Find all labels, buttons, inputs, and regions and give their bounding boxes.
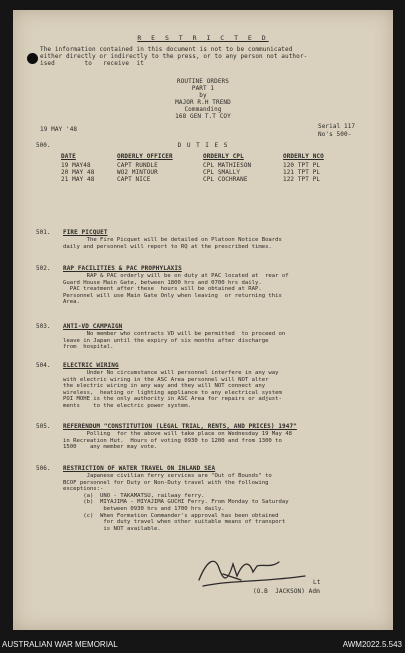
duties-title: D U T I E S: [177, 142, 229, 149]
item-body: Under No circumstance will personnel interfere in any way with electric wiring in the ASC Area personnel will NOT alter the electric wiring in any way and they will NOT connect any wireless, heating or lighting appliance to any electrical system POI MOHE is the only authority in ASC Area for repairs or adjust- ments to the electric power system.: [63, 370, 282, 409]
duty-cell: 19 MAY48: [61, 162, 91, 169]
item-title: REFERENDUM "CONSTITUTION (LEGAL TRIAL, RENTS, AND PRICES) 1947": [63, 423, 297, 430]
duties-number: 500.: [36, 142, 51, 149]
duty-cell: CPL MATHIESON: [203, 162, 252, 169]
item-body: The Fire Picquet will be detailed on Platoon Notice Boards daily and personnel will report to RQ at the prescribed times.: [63, 237, 282, 250]
duty-cell: 21 MAY 48: [61, 176, 95, 183]
heading-line: MAJOR R.H TREND: [175, 99, 231, 106]
heading-line: 168 GEN T.T COY: [175, 113, 231, 120]
duty-cell: CAPT RUNDLE: [117, 162, 158, 169]
heading-line: by: [199, 92, 207, 99]
item-body: No member who contracts VD will be permitted to proceed on leave in Japan until the expiry of six months after discharge from hospital.: [63, 331, 286, 351]
item-number: 502.: [36, 265, 51, 272]
duty-cell: 120 TPT PL: [283, 162, 321, 169]
signature-rank: Lt: [313, 579, 321, 586]
duty-cell: 121 TPT PL: [283, 169, 321, 176]
serial-number: Serial 117: [318, 123, 356, 130]
duty-cell: WO2 MINTOUR: [117, 169, 158, 176]
duty-cell: 20 MAY 48: [61, 169, 95, 176]
item-number: 503.: [36, 323, 51, 330]
item-body: RAP & PAC orderly will be on duty at PAC located at rear of Guard House Main Gate, between 1800 hrs and 0700 hrs daily. PAC treatment after these hours will be obtained at RAP. Personnel will use Main Gate Only when leaving or returning this Area.: [63, 273, 289, 306]
punch-hole: [27, 53, 38, 64]
item-number: 504.: [36, 362, 51, 369]
item-body: Polling for the above will take place on Wednesday 19 May 48 in Recreation Hut. Hours of voting 0930 to 1200 and from 1300 to 1500 any member may vote.: [63, 431, 293, 451]
heading-line: ROUTINE ORDERS: [177, 78, 229, 85]
duty-cell: 122 TPT PL: [283, 176, 321, 183]
item-title: FIRE PICQUET: [63, 229, 108, 236]
duty-header: ORDERLY OFFICER: [117, 153, 173, 160]
heading-line: PART 1: [191, 85, 215, 92]
item-title: ELECTRIC WIRING: [63, 362, 119, 369]
item-title: RESTRICTION OF WATER TRAVEL ON INLAND SEA: [63, 465, 216, 472]
item-number: 506.: [36, 465, 51, 472]
footer-accession: AWM2022.5.543: [342, 640, 402, 649]
duty-header: ORDERLY NCO: [283, 153, 324, 160]
signature-name: (O.B JACKSON) Adm: [253, 588, 320, 595]
item-body: Japanese civilian ferry services are "Out of Bounds" to BCOF personnel for Duty or Non-Duty travel with the following exceptions:- (a) UNO - TAKAMATSU, railway ferry. (b) MIYAJIMA - MIYAJIMA GUCHI Ferry. From Monday to Saturday between 0930 hrs and 1700 hrs daily. (c) When Formation Commander's approval has been obtained for duty travel when other suitable means of transport is NOT available.: [63, 473, 289, 532]
item-title: ANTI-VD CAMPAIGN: [63, 323, 123, 330]
footer-institution: AUSTRALIAN WAR MEMORIAL: [2, 640, 118, 649]
item-title: RAP FACILITIES & PAC PROPHYLAXIS: [63, 265, 182, 272]
duty-cell: CPL SMALLY: [203, 169, 241, 176]
intro-text: The information contained in this document is not to be communicated either directly or indirectly to the press, or to any person not author- ised to receive it: [40, 46, 308, 67]
order-date: 19 MAY '48: [40, 126, 78, 133]
classification: R E S T R I C T E D: [137, 34, 269, 42]
document-page: [13, 10, 393, 630]
heading-line: Commanding: [184, 106, 222, 113]
duty-cell: CAPT NICE: [117, 176, 151, 183]
duty-cell: CPL COCHRANE: [203, 176, 248, 183]
duty-header: ORDERLY CPL: [203, 153, 244, 160]
item-number: 501.: [36, 229, 51, 236]
order-numbers: No's 500-: [318, 131, 352, 138]
item-number: 505.: [36, 423, 51, 430]
duty-header: DATE: [61, 153, 76, 160]
handwritten-signature: [193, 550, 313, 590]
